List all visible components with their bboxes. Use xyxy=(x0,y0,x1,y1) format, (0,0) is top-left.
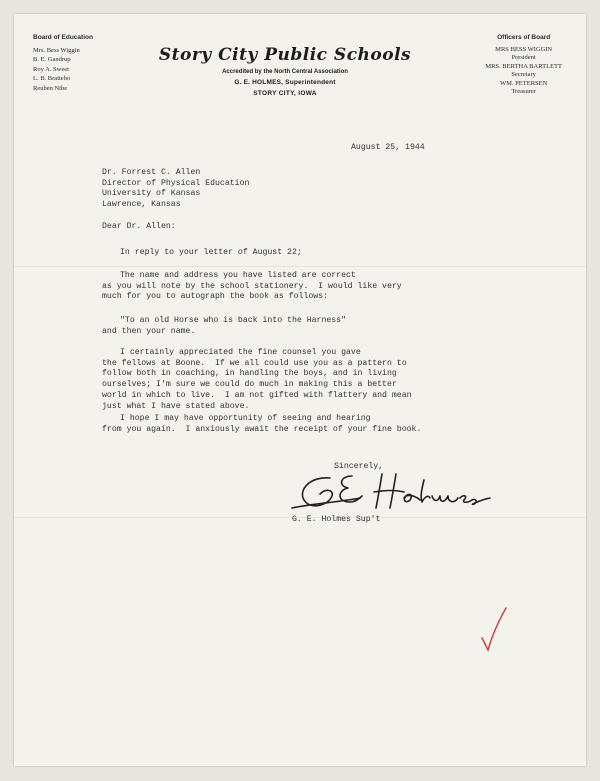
address-line: Director of Physical Education xyxy=(102,178,250,188)
body-line: world in which to live. I am not gifted with flattery and mean xyxy=(102,390,412,400)
body-line: just what I have stated above. xyxy=(102,401,250,411)
fold-line xyxy=(14,266,586,267)
body-line: as you will note by the school stationery. I would like very xyxy=(102,281,402,291)
masthead xyxy=(150,45,420,97)
body-line: and then your name. xyxy=(102,326,196,336)
accreditation-line: Accredited by the North Central Association xyxy=(222,69,348,75)
board-member: Roy A. Sweet xyxy=(33,65,69,73)
superintendent-line: G. E. HOLMES, Superintendent xyxy=(234,79,336,86)
board-member: Mrs. Bess Wiggin xyxy=(33,46,80,54)
board-header: Board of Education xyxy=(33,34,93,41)
address-line: University of Kansas xyxy=(102,189,201,199)
address-line: Dr. Forrest C. Allen xyxy=(102,168,201,177)
officers-header: Officers of Board xyxy=(497,34,551,41)
officers-of-board xyxy=(485,33,562,97)
body-line: I certainly appreciated the fine counsel you gave xyxy=(120,348,361,357)
body-line: much for you to autograph the book as follows: xyxy=(102,292,329,302)
body-line: The name and address you have listed are correct xyxy=(120,271,356,280)
officer-name: MRS. BERTHA BARTLETT xyxy=(485,62,562,70)
recipient-address xyxy=(102,168,249,211)
paragraph-4 xyxy=(102,414,421,435)
paragraph-2 xyxy=(102,271,402,303)
board-member: B. E. Gandrup xyxy=(33,56,71,63)
handwritten-signature xyxy=(290,468,500,518)
officer-role: Secretary xyxy=(511,70,536,78)
officer-role: President xyxy=(511,53,536,61)
body-line: follow both in coaching, in handling the boys, and in living xyxy=(102,369,397,379)
body-line: I hope I may have opportunity of seeing and hearing xyxy=(120,414,371,423)
paragraph-3 xyxy=(102,348,412,412)
body-line: "To an old Horse who is back into the Harness" xyxy=(120,316,347,325)
paragraph-1: In reply to your letter of August 22; xyxy=(120,248,302,257)
autograph-quote xyxy=(102,316,347,337)
salutation: Dear Dr. Allen: xyxy=(102,222,176,231)
typed-signature-name: G. E. Holmes Sup't xyxy=(292,515,381,524)
closing: Sincerely, xyxy=(334,462,384,471)
officer-name: WM. PETERSEN xyxy=(500,79,548,87)
letter-date: August 25, 1944 xyxy=(351,143,425,152)
officer-name: MRS BESS WIGGIN xyxy=(495,45,553,53)
officer-role: Treasurer xyxy=(511,87,536,95)
school-name: Story City Public Schools xyxy=(158,45,412,65)
board-member: Reuben Nibe xyxy=(33,84,68,92)
body-line: ourselves; I'm sure we could do much in making this a better xyxy=(102,380,397,390)
board-of-education xyxy=(33,33,93,93)
city-line: STORY CITY, IOWA xyxy=(253,90,317,97)
board-member: L. B. Brattebo xyxy=(33,75,71,82)
checkmark-icon xyxy=(478,606,510,654)
address-line: Lawrence, Kansas xyxy=(102,200,181,210)
body-line: the fellows at Boone. If we all could use you as a pattern to xyxy=(102,358,407,368)
body-line: from you again. I anxiously await the receipt of your fine book. xyxy=(102,424,422,434)
